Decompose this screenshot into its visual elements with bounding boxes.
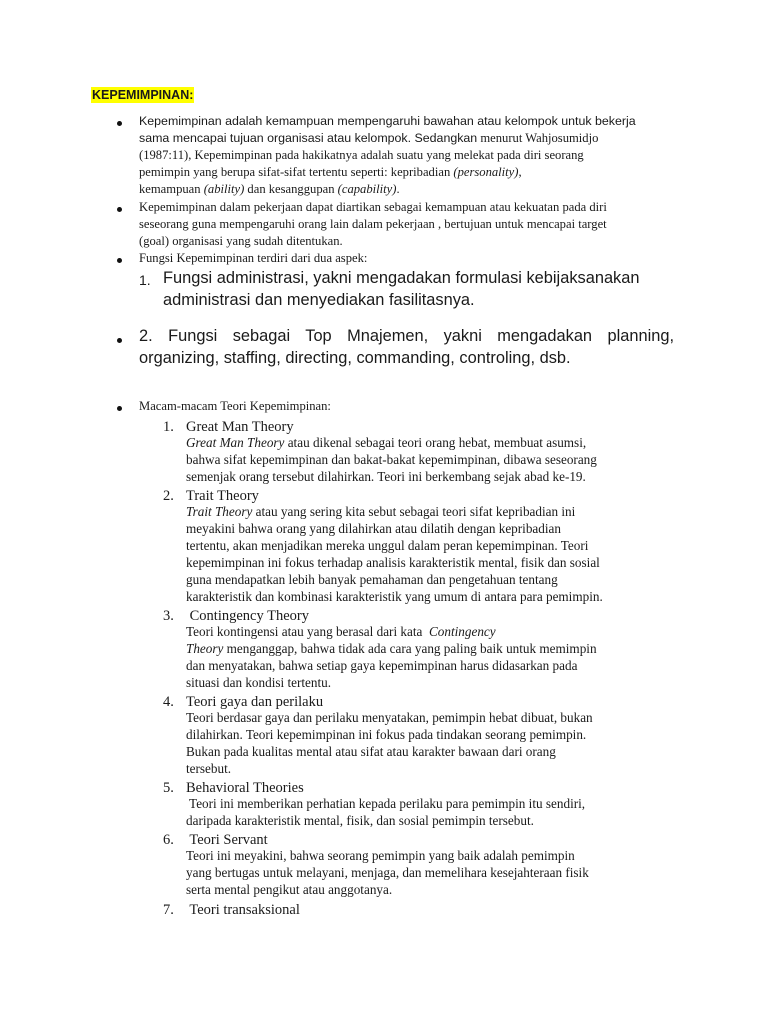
theory-description — [186, 710, 676, 778]
text-line: yang bertugas untuk melayani, menjaga, dan memelihara kesejahteraan fisik — [186, 864, 589, 880]
theory-title: Behavioral Theories — [186, 780, 304, 796]
text-line: Great Man Theory atau dikenal sebagai teori orang hebat, membuat asumsi, — [186, 435, 587, 450]
text-line: semenjak orang tersebut dilahirkan. Teori ini berkembang sejak abad ke-19. — [186, 468, 586, 484]
text-line: tersebut. — [186, 760, 232, 776]
text-line: kepemimpinan ini fokus terhadap analisis karakteristik mental, fisik dan sosial — [186, 554, 600, 570]
text-line: Teori ini meyakini, bahwa seorang pemimpin yang baik adalah pemimpin — [186, 848, 575, 863]
text-line: bahwa sifat kepemimpinan dan bakat-bakat kepemimpinan, dibawa seseorang — [186, 451, 597, 467]
text-line: Kepemimpinan dalam pekerjaan dapat diartikan sebagai kemampuan atau kekuatan pada diri — [139, 200, 607, 214]
text-line: daripada karakteristik mental, fisik, dan sosial pemimpin tersebut. — [186, 812, 534, 828]
text-line: Theory menganggap, bahwa tidak ada cara yang paling baik untuk memimpin — [186, 640, 597, 656]
text-line: seseorang guna mempengaruhi orang lain dalam pekerjaan , bertujuan untuk mencapai target — [139, 217, 607, 231]
text-line: Teori berdasar gaya dan perilaku menyatakan, pemimpin hebat dibuat, bukan — [186, 710, 593, 725]
text-line: dan menyatakan, bahwa setiap gaya kepemimpinan harus didasarkan pada — [186, 657, 578, 673]
text-line: pemimpin yang berupa sifat-sifat tertentu seperti: kepribadian (personality), — [139, 165, 522, 179]
text-line: (goal) organisasi yang sudah ditentukan. — [139, 234, 343, 248]
theory-description — [186, 624, 676, 692]
text-line: meyakini bahwa orang yang dilahirkan atau dilatih dengan kepribadian — [186, 520, 561, 536]
text-line: Teori ini memberikan perhatian kepada perilaku para pemimpin itu sendiri, — [186, 796, 586, 811]
text-line: Macam-macam Teori Kepemimpinan: — [139, 399, 331, 413]
function-number: 1. — [139, 272, 151, 288]
theory-description — [186, 504, 676, 605]
theory-title: Great Man Theory — [186, 419, 294, 435]
theory-number: 2. — [163, 488, 174, 504]
theory-title: Contingency Theory — [186, 608, 309, 624]
text-line: tertentu, akan menjadikan mereka unggul dalam peran kepemimpinan. Teori — [186, 537, 589, 553]
text-line: administrasi dan menyediakan fasilitasnya. — [163, 291, 475, 309]
text-line: (1987:11), Kepemimpinan pada hakikatnya adalah suatu yang melekat pada diri seorang — [139, 148, 584, 162]
theory-number: 1. — [163, 419, 174, 435]
text-line: situasi dan kondisi tertentu. — [186, 674, 332, 690]
text-line: Fungsi administrasi, yakni mengadakan formulasi kebijaksanakan — [163, 269, 640, 287]
text-line: sama mencapai tujuan organisasi atau kelompok. Sedangkan menurut Wahjosumidjo — [139, 131, 599, 145]
theory-description — [186, 435, 676, 486]
theory-number: 5. — [163, 780, 174, 796]
text-line: dilahirkan. Teori kepemimpinan ini fokus pada tindakan seorang pemimpin. — [186, 726, 587, 742]
text-line: Fungsi Kepemimpinan terdiri dari dua aspek: — [139, 251, 368, 265]
text-line: guna mendapatkan lebih banyak pemahaman dan pengetahuan tentang — [186, 571, 558, 587]
text-line: karakteristik dan kombinasi karakteristik yang umum di antara para pemimpin. — [186, 588, 603, 604]
text-line: 2. Fungsi sebagai Top Mnajemen, yakni mengadakan planning, — [139, 327, 674, 345]
theory-description — [186, 796, 676, 830]
text-line: serta mental pengikut atau anggotanya. — [186, 881, 393, 897]
theory-title: Trait Theory — [186, 488, 259, 504]
text-line: organizing, staffing, directing, commanding, controling, dsb. — [139, 349, 571, 367]
theory-title: Teori gaya dan perilaku — [186, 694, 324, 710]
theory-title: Teori Servant — [186, 832, 268, 848]
theory-number: 6. — [163, 832, 174, 848]
text-line: Kepemimpinan adalah kemampuan mempengaruhi bawahan atau kelompok untuk bekerja — [139, 114, 636, 128]
theory-number: 3. — [163, 608, 174, 624]
text-line: kemampuan (ability) dan kesanggupan (capability). — [139, 182, 400, 196]
theory-number: 7. — [163, 902, 174, 918]
theory-number: 4. — [163, 694, 174, 710]
text-line: Trait Theory atau yang sering kita sebut sebagai teori sifat kepribadian ini — [186, 504, 576, 519]
text-line: Bukan pada kualitas mental atau sifat atau karakter bawaan dari orang — [186, 743, 556, 759]
page-title: KEPEMIMPINAN: — [92, 88, 194, 102]
theory-description — [186, 848, 676, 899]
text-line: Teori kontingensi atau yang berasal dari kata Contingency — [186, 624, 496, 639]
theory-title: Teori transaksional — [186, 902, 300, 918]
